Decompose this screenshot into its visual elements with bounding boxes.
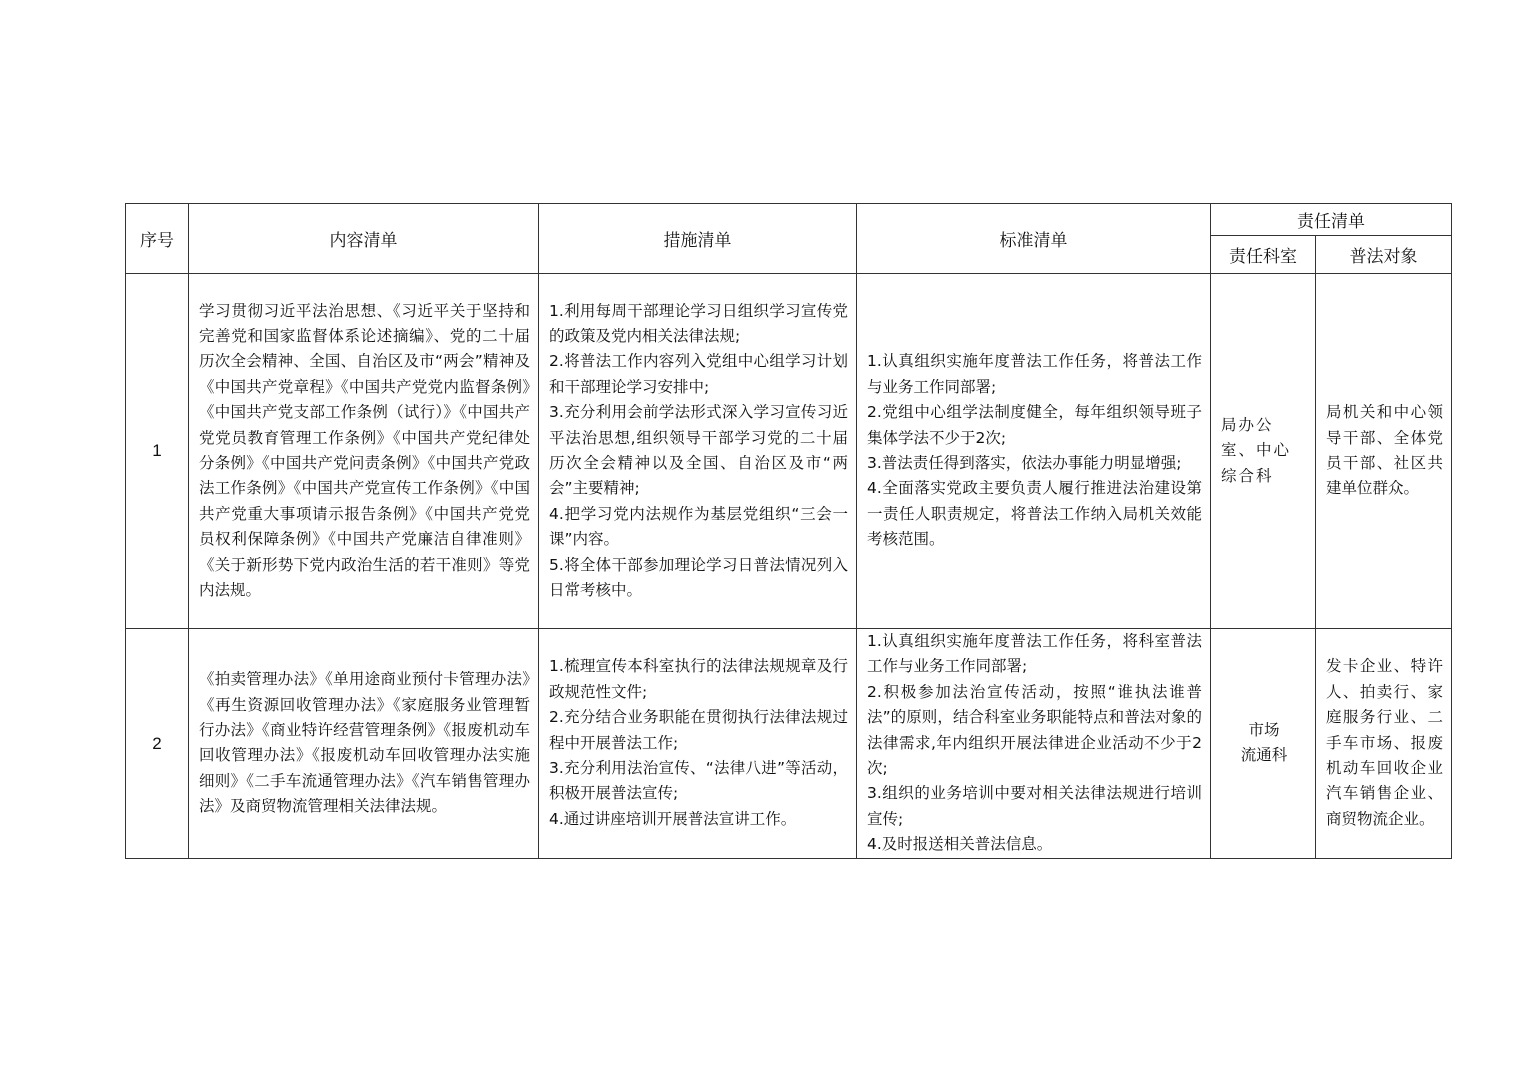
standard-item: 4.及时报送相关普法信息。	[867, 835, 1053, 854]
measure-item: 4.通过讲座培训开展普法宣讲工作。	[549, 809, 797, 828]
header-dept: 责任科室	[1211, 236, 1316, 274]
measure-item: 5.将全体干部参加理论学习日普法情况列入日常考核中。	[549, 555, 848, 600]
dept-line: 流通科	[1240, 746, 1288, 765]
standard-item: 3.组织的业务培训中要对相关法律法规进行培训宣传;	[867, 784, 1202, 828]
table-row	[126, 629, 1452, 859]
header-num: 序号	[126, 204, 189, 274]
standard-item: 1.认真组织实施年度普法工作任务，将普法工作与业务工作同部署;	[867, 352, 1202, 396]
responsibility-table	[125, 203, 1452, 859]
measure-item: 1.利用每周干部理论学习日组织学习宣传党的政策及党内相关法律法规;	[549, 301, 848, 345]
header-standards: 标准清单	[857, 204, 1211, 274]
header-responsibility: 责任清单	[1211, 204, 1452, 236]
dept-cell: 局办公室、中心综合科	[1211, 274, 1316, 629]
content-cell: 《拍卖管理办法》《单用途商业预付卡管理办法》《再生资源回收管理办法》《家庭服务业管理暂行办法》《商业特许经营管理条例》《报废机动车回收管理办法》《报废机动车回收管理办法实施细则》《二手车流通管理办法》《汽车销售管理办法》及商贸物流管理相关法律法规。	[189, 629, 539, 859]
standard-item: 2.积极参加法治宣传活动，按照“谁执法谁普法”的原则，结合科室业务职能特点和普法对象的法律需求,年内组织开展法律进企业活动不少于2次;	[867, 682, 1202, 778]
standards-cell	[857, 629, 1211, 859]
measures-cell	[539, 274, 857, 629]
measure-item: 2.将普法工作内容列入党组中心组学习计划和干部理论学习安排中;	[549, 352, 848, 396]
measure-item: 3.充分利用会前学法形式深入学习宣传习近平法治思想,组织领导干部学习党的二十届历次全会精神以及全国、自治区及市“两会”主要精神;	[549, 403, 848, 498]
dept-cell	[1211, 629, 1316, 859]
row-number: 2	[126, 629, 189, 859]
table-row	[126, 274, 1452, 629]
target-cell: 发卡企业、特许人、拍卖行、家庭服务行业、二手车市场、报废机动车回收企业汽车销售企业、商贸物流企业。	[1316, 629, 1452, 859]
standard-item: 1.认真组织实施年度普法工作任务，将科室普法工作与业务工作同部署;	[867, 632, 1202, 676]
measure-item: 1.梳理宣传本科室执行的法律法规规章及行政规范性文件;	[549, 657, 848, 701]
dept-line: 市场	[1248, 720, 1280, 739]
standard-item: 2.党组中心组学法制度健全，每年组织领导班子集体学法不少于2次;	[867, 403, 1202, 447]
measure-item: 4.把学习党内法规作为基层党组织“三会一课”内容。	[549, 504, 848, 549]
header-target: 普法对象	[1316, 236, 1452, 274]
measure-item: 2.充分结合业务职能在贯彻执行法律法规过程中开展普法工作;	[549, 708, 848, 752]
content-cell: 学习贯彻习近平法治思想、《习近平关于坚持和完善党和国家监督体系论述摘编》、党的二十届历次全会精神、全国、自治区及市“两会”精神及《中国共产党章程》《中国共产党党内监督条例》《中国共产党支部工作条例（试行）》《中国共产党党员教育管理工作条例》《中国共产党纪律处分条例》《中国共产党问责条例》《中国共产党政法工作条例》《中国共产党宣传工作条例》《中国共产党重大事项请示报告条例》《中国共产党党员权利保障条例》《中国共产党廉洁自律准则》《关于新形势下党内政治生活的若干准则》等党内法规。	[189, 274, 539, 629]
measure-item: 3.充分利用法治宣传、“法律八进”等活动，积极开展普法宣传;	[549, 759, 848, 803]
target-cell: 局机关和中心领导干部、全体党员干部、社区共建单位群众。	[1316, 274, 1452, 629]
measures-cell	[539, 629, 857, 859]
standard-item: 3.普法责任得到落实，依法办事能力明显增强;	[867, 454, 1182, 472]
standards-cell	[857, 274, 1211, 629]
header-measures: 措施清单	[539, 204, 857, 274]
row-number: 1	[126, 274, 189, 629]
standard-item: 4.全面落实党政主要负责人履行推进法治建设第一责任人职责规定，将普法工作纳入局机关效能考核范围。	[867, 479, 1202, 549]
header-content: 内容清单	[189, 204, 539, 274]
